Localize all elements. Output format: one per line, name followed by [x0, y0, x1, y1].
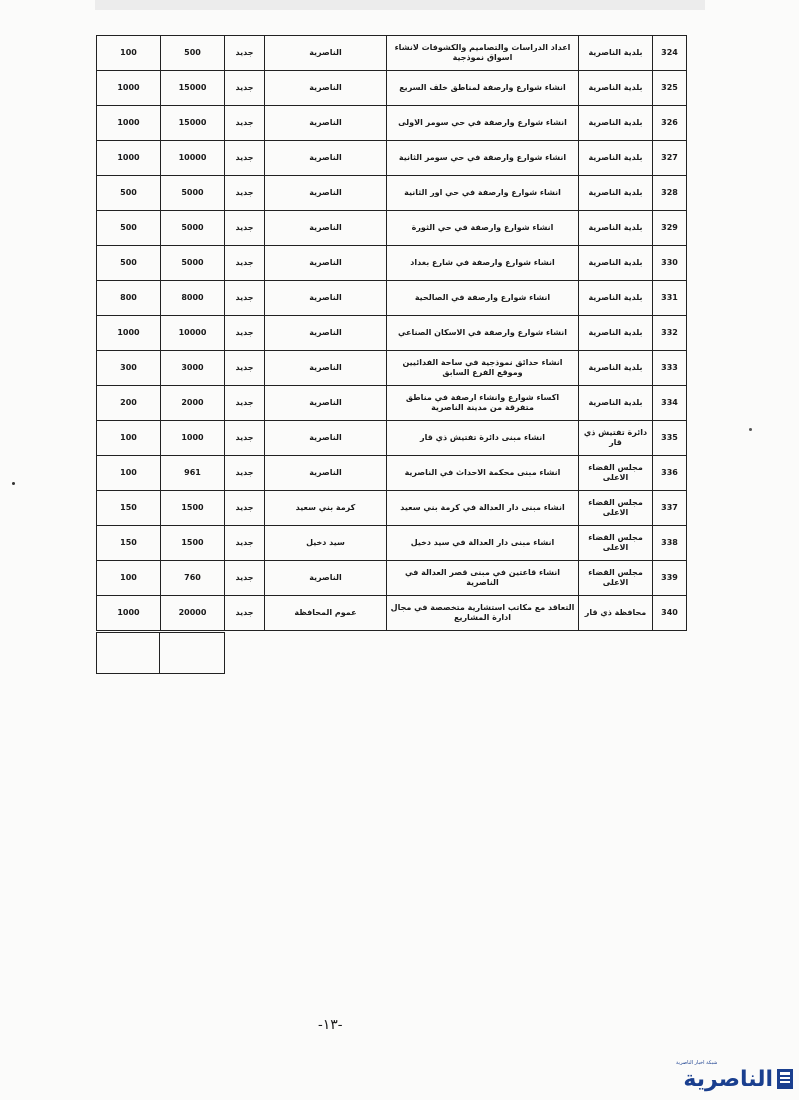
seq-cell: 338 [653, 526, 687, 561]
seq-cell: 335 [653, 421, 687, 456]
allocation-cell: 100 [97, 561, 161, 596]
cost-cell: 15000 [161, 106, 225, 141]
entity-cell: مجلس القضاء الاعلى [579, 491, 653, 526]
scan-speck [749, 428, 752, 431]
entity-cell: بلدية الناصرية [579, 36, 653, 71]
seq-cell: 326 [653, 106, 687, 141]
cost-cell: 20000 [161, 596, 225, 631]
entity-cell: بلدية الناصرية [579, 281, 653, 316]
seq-cell: 329 [653, 211, 687, 246]
location-cell: كرمة بني سعيد [265, 491, 387, 526]
project-cell: انشاء شوارع وارصفة في الصالحية [387, 281, 579, 316]
scan-speck [12, 482, 15, 485]
entity-cell: دائرة تفتيش ذي قار [579, 421, 653, 456]
location-cell: الناصرية [265, 106, 387, 141]
project-cell: انشاء شوارع وارصفة في حي سومر الاولى [387, 106, 579, 141]
allocation-cell: 500 [97, 246, 161, 281]
cost-cell: 5000 [161, 176, 225, 211]
type-cell: جديد [225, 456, 265, 491]
projects-table-body [97, 36, 687, 631]
type-cell: جديد [225, 141, 265, 176]
cost-cell: 5000 [161, 246, 225, 281]
table-row [97, 141, 687, 176]
location-cell: الناصرية [265, 36, 387, 71]
table-row [97, 281, 687, 316]
allocation-cell: 300 [97, 351, 161, 386]
location-cell: عموم المحافظة [265, 596, 387, 631]
type-cell: جديد [225, 281, 265, 316]
projects-table [96, 35, 687, 631]
type-cell: جديد [225, 316, 265, 351]
location-cell: الناصرية [265, 141, 387, 176]
cost-cell: 1500 [161, 491, 225, 526]
seq-cell: 324 [653, 36, 687, 71]
type-cell: جديد [225, 176, 265, 211]
type-cell: جديد [225, 106, 265, 141]
type-cell: جديد [225, 211, 265, 246]
entity-cell: بلدية الناصرية [579, 176, 653, 211]
seq-cell: 328 [653, 176, 687, 211]
allocation-cell: 100 [97, 421, 161, 456]
project-cell: انشاء شوارع وارصفة لمناطق خلف السريع [387, 71, 579, 106]
table-row [97, 36, 687, 71]
entity-cell: مجلس القضاء الاعلى [579, 561, 653, 596]
cost-cell: 15000 [161, 71, 225, 106]
seq-cell: 340 [653, 596, 687, 631]
location-cell: الناصرية [265, 456, 387, 491]
location-cell: الناصرية [265, 351, 387, 386]
project-cell: التعاقد مع مكاتب استشارية متخصصة في مجال ادارة المشاريع [387, 596, 579, 631]
seq-cell: 337 [653, 491, 687, 526]
cost-cell: 760 [161, 561, 225, 596]
allocation-cell: 1000 [97, 71, 161, 106]
project-cell: انشاء قاعتين في مبنى قصر العدالة في الناصرية [387, 561, 579, 596]
project-cell: انشاء شوارع وارصفة في حي اور الثانية [387, 176, 579, 211]
allocation-cell: 100 [97, 456, 161, 491]
newspaper-icon [776, 1068, 794, 1090]
entity-cell: بلدية الناصرية [579, 386, 653, 421]
project-cell: انشاء مبنى دار العدالة في كرمة بني سعيد [387, 491, 579, 526]
location-cell: الناصرية [265, 211, 387, 246]
allocation-cell: 500 [97, 211, 161, 246]
table-row [97, 491, 687, 526]
project-cell: انشاء شوارع وارصفة في شارع بغداد [387, 246, 579, 281]
empty-cell [97, 633, 160, 674]
table-row [97, 246, 687, 281]
project-cell: انشاء مبنى دار العدالة في سيد دخيل [387, 526, 579, 561]
entity-cell: محافظة ذي قار [579, 596, 653, 631]
cost-cell: 10000 [161, 141, 225, 176]
allocation-cell: 1000 [97, 106, 161, 141]
allocation-cell: 200 [97, 386, 161, 421]
project-cell: انشاء مبنى دائرة تفتيش ذي قار [387, 421, 579, 456]
table-row [97, 176, 687, 211]
table-row [97, 211, 687, 246]
allocation-cell: 800 [97, 281, 161, 316]
entity-cell: بلدية الناصرية [579, 246, 653, 281]
table-row [97, 526, 687, 561]
location-cell: الناصرية [265, 421, 387, 456]
entity-cell: بلدية الناصرية [579, 351, 653, 386]
logo-tagline: شبكة اخبار الناصرية [676, 1060, 718, 1066]
allocation-cell: 1000 [97, 141, 161, 176]
seq-cell: 334 [653, 386, 687, 421]
entity-cell: مجلس القضاء الاعلى [579, 526, 653, 561]
allocation-cell: 1000 [97, 596, 161, 631]
empty-cell [160, 633, 225, 674]
seq-cell: 325 [653, 71, 687, 106]
allocation-cell: 100 [97, 36, 161, 71]
type-cell: جديد [225, 561, 265, 596]
type-cell: جديد [225, 421, 265, 456]
project-cell: انشاء مبنى محكمة الاحداث في الناصرية [387, 456, 579, 491]
site-logo [672, 1060, 794, 1098]
allocation-cell: 1000 [97, 316, 161, 351]
cost-cell: 2000 [161, 386, 225, 421]
table-row [97, 71, 687, 106]
project-cell: انشاء شوارع وارصفة في حي الثورة [387, 211, 579, 246]
cost-cell: 961 [161, 456, 225, 491]
entity-cell: بلدية الناصرية [579, 211, 653, 246]
project-cell: اكساء شوارع وانشاء ارصفة في مناطق متفرقة من مدينة الناصرية [387, 386, 579, 421]
type-cell: جديد [225, 386, 265, 421]
cost-cell: 10000 [161, 316, 225, 351]
table-row [97, 386, 687, 421]
location-cell: الناصرية [265, 316, 387, 351]
location-cell: الناصرية [265, 176, 387, 211]
logo-text: الناصرية [683, 1066, 773, 1092]
seq-cell: 339 [653, 561, 687, 596]
type-cell: جديد [225, 246, 265, 281]
location-cell: الناصرية [265, 386, 387, 421]
allocation-cell: 150 [97, 491, 161, 526]
table-row [97, 316, 687, 351]
cost-cell: 500 [161, 36, 225, 71]
table-row [97, 561, 687, 596]
project-cell: انشاء شوارع وارصفة في حي سومر الثانية [387, 141, 579, 176]
type-cell: جديد [225, 491, 265, 526]
seq-cell: 336 [653, 456, 687, 491]
project-cell: انشاء حدائق نموذجية في ساحة الفدائيين وموقع الفرع السابق [387, 351, 579, 386]
cost-cell: 8000 [161, 281, 225, 316]
location-cell: الناصرية [265, 281, 387, 316]
type-cell: جديد [225, 36, 265, 71]
entity-cell: بلدية الناصرية [579, 141, 653, 176]
seq-cell: 332 [653, 316, 687, 351]
entity-cell: بلدية الناصرية [579, 71, 653, 106]
location-cell: الناصرية [265, 71, 387, 106]
cost-cell: 1500 [161, 526, 225, 561]
type-cell: جديد [225, 526, 265, 561]
allocation-cell: 500 [97, 176, 161, 211]
table-row [97, 106, 687, 141]
table-row [97, 596, 687, 631]
cost-cell: 3000 [161, 351, 225, 386]
type-cell: جديد [225, 351, 265, 386]
location-cell: سيد دخيل [265, 526, 387, 561]
seq-cell: 330 [653, 246, 687, 281]
table-row [97, 456, 687, 491]
table-empty-footer [96, 632, 225, 674]
entity-cell: بلدية الناصرية [579, 316, 653, 351]
top-scan-edge [95, 0, 705, 10]
table-row [97, 351, 687, 386]
location-cell: الناصرية [265, 246, 387, 281]
entity-cell: بلدية الناصرية [579, 106, 653, 141]
seq-cell: 331 [653, 281, 687, 316]
allocation-cell: 150 [97, 526, 161, 561]
table-row [97, 421, 687, 456]
seq-cell: 327 [653, 141, 687, 176]
type-cell: جديد [225, 596, 265, 631]
project-cell: اعداد الدراسات والتصاميم والكشوفات لانشاء اسواق نموذجية [387, 36, 579, 71]
entity-cell: مجلس القضاء الاعلى [579, 456, 653, 491]
cost-cell: 5000 [161, 211, 225, 246]
page-number: -١٣- [318, 1017, 343, 1033]
location-cell: الناصرية [265, 561, 387, 596]
project-cell: انشاء شوارع وارصفة في الاسكان الصناعي [387, 316, 579, 351]
cost-cell: 1000 [161, 421, 225, 456]
type-cell: جديد [225, 71, 265, 106]
seq-cell: 333 [653, 351, 687, 386]
